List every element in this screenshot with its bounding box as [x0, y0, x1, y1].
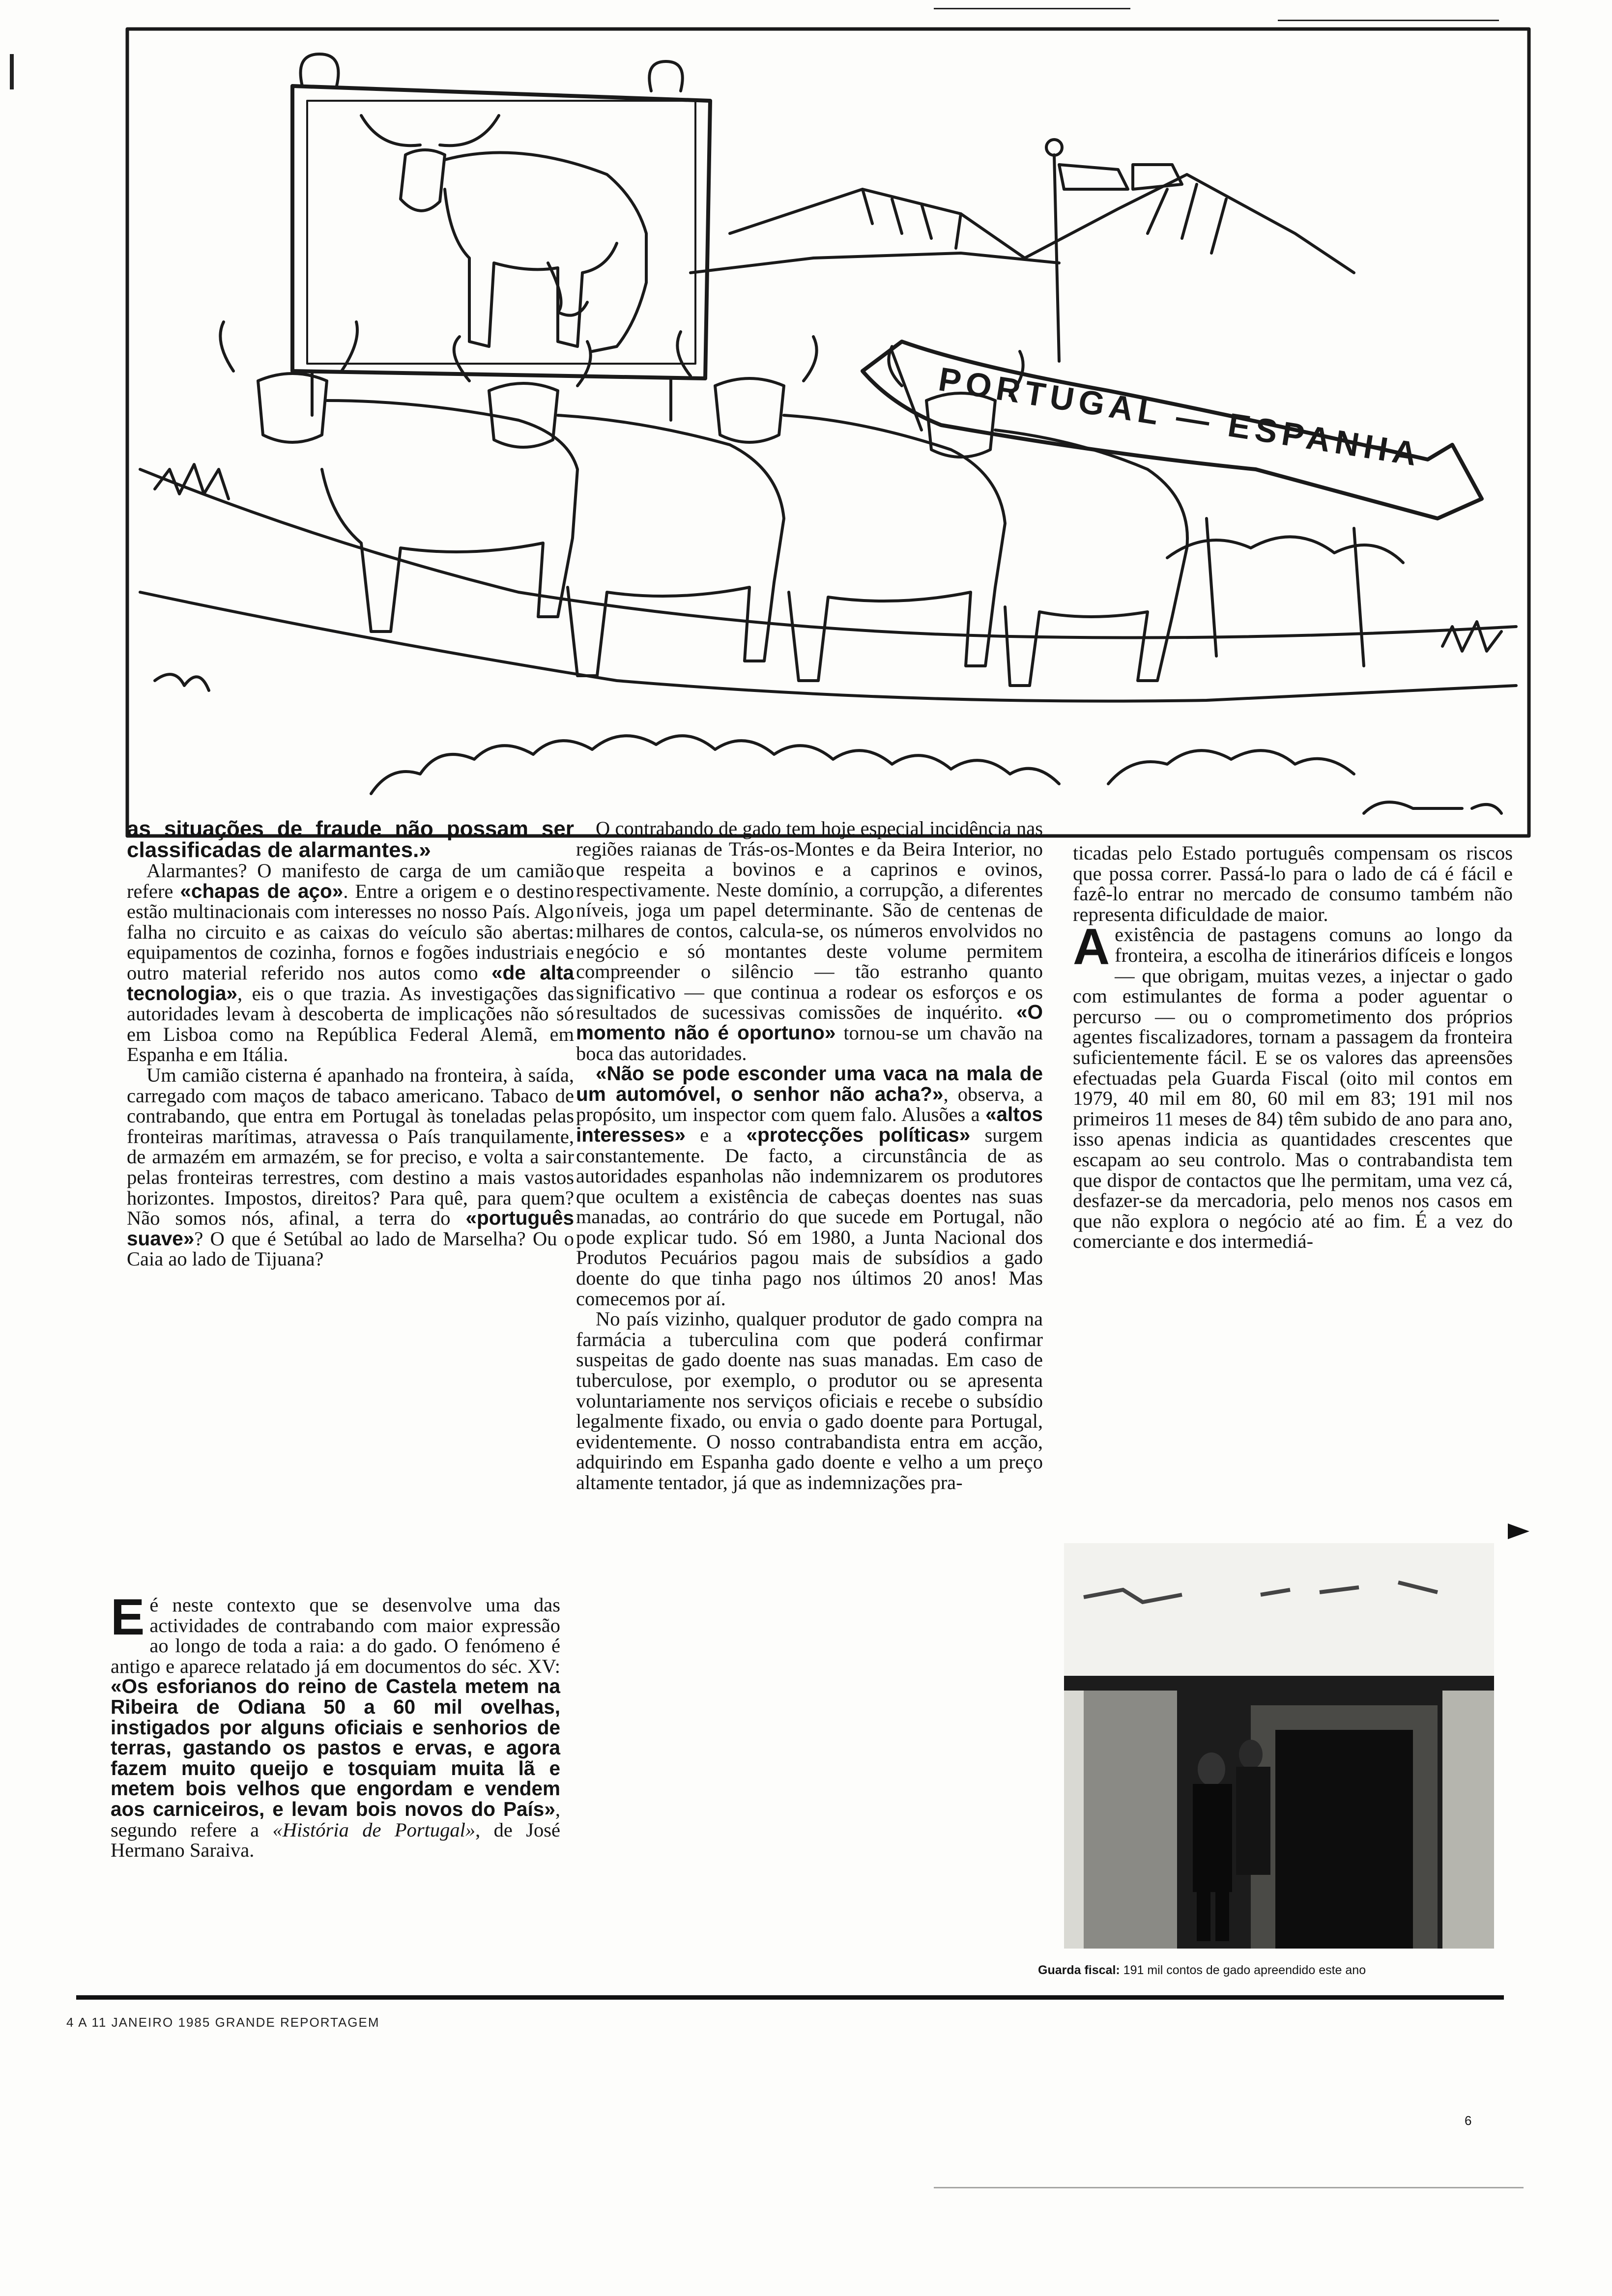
photo-caption: Guarda fiscal: 191 mil contos de gado apreendido este ano — [1038, 1963, 1366, 1977]
paragraph: Alarmantes? O manifesto de carga de um camião refere «chapas de aço». Entre a origem e o destino estão multinacionais com interesses no nosso País. Algo falha no circuito e as caixas do veículo são abertas: equipamentos de cozinha, fornos e fogões industriais e outro material referido nos autos como «de alta tecnologia», eis o que trazia. As investigações das autoridades levam à descoberta de implicações não só em Lisboa como na República Federal Alemã, em Espanha e em Itália. — [127, 860, 575, 1066]
cover-illustration — [125, 27, 1531, 838]
column-3 — [1073, 843, 1513, 1252]
paragraph: Eé neste contexto que se desenvolve uma das actividades de contrabando com maior expressão ao longo de toda a raia: a do gado. O fenómeno é antigo e aparece relatado já em documentos do séc. XV: «Os esforianos do reino de Castela metem na Ribeira de Odiana 50 a 60 mil ovelhas, instigados por alguns oficiais e senhorios de terras, gastando os pastos e ervas, e agora fazem muito queijo e tosquiam muita lã e metem bois velhos que engordam e vendem aos carniceiros, e levam bois novos do País», segundo refere a «História de Portugal», de José Hermano Saraiva. — [111, 1589, 560, 1862]
lead-quote: as situações de fraude não possam ser classificadas de alarmantes.» — [127, 817, 574, 862]
column-2 — [576, 818, 1043, 1493]
paragraph: Aexistência de pastagens comuns ao longo da fronteira, a escolha de itinerários difíceis e longos — que obrigam, muitas vezes, a injectar o gado com estimulantes de forma a poder aguentar o percurso — ou o comprometimento dos próprios agentes fiscalizadores, tornam a passagem da fronteira suficientemente fácil. E se os valores das apreensões efectuadas pela Guarda Fiscal (oito mil contos em 1979, 40 mil em 80, 60 mil em 83; 191 mil nos primeiros 11 meses de 84) têm subido de ano para ano, isso apenas indicia as quantidades crescentes que escapam ao seu controlo. Mas o contrabandista tem que dispor de contactos que lhe permitam, uma vez cá, desfazer-se da mercadoria, pelo menos nos casos em que não explora o negócio até ao fim. É a vez do comerciante e dos intermediá- — [1073, 918, 1513, 1253]
scan-mark — [934, 2187, 1524, 2188]
paragraph: Um camião cisterna é apanhado na fronteira, à saída, carregado com maços de tabaco americano. Tabaco de contrabando, que entra em Portugal às toneladas pelas fronteiras marítimas, atravessa o País tranquilamente, de armazém em armazém, se for preciso, e volta a sair pelas fronteiras terrestres, com destino a mais vastos horizontes. Impostos, direitos? Para quê, para quem? Não somos nós, afinal, a terra do «português suave»? O que é Setúbal ao lado de Marselha? Ou o Caia ao lado de Tijuana? — [127, 1063, 574, 1270]
paragraph: O contrabando de gado tem hoje especial incidência nas regiões raianas de Trás-os-Montes e da Beira Interior, no que respeita a bovinos e a caprinos e ovinos, respectivamente. Neste domínio, a corrupção, a diferentes níveis, joga um papel determinante. São de centenas de milhares de contos, calcula-se, os números envolvidos no negócio e só montantes deste volume permitem compreender o silêncio — tão estranho quanto significativo — que continua a rodear os esforços e os resultados de sucessivas comissões de inquérito. «O momento não é oportuno» tornou-se um chavão na boca das autoridades. — [576, 817, 1043, 1064]
drop-cap: A — [1073, 918, 1110, 976]
scan-mark — [10, 54, 14, 89]
paragraph: «Não se pode esconder uma vaca na mala de um automóvel, o senhor não acha?», observa, a propósito, um inspector com quem falo. Alusões a «altos interesses» e a «protecções políticas» surgem constantemente. De facto, a circunstância de as autoridades espanholas não indemnizarem os produtores que ocultem a existência de cabeças doentes nas suas manadas, ao contrário do que sucede em Portugal, não pode explicar tudo. Só em 1980, a Junta Nacional dos Produtos Pecuários pagou mais de subsídios a gado doente do que tinha pago nos últimos 20 anos! Mas comecemos por aí. — [576, 1062, 1043, 1310]
guard-photo — [1064, 1543, 1494, 1949]
sign-label: PORTUGAL — ESPANHA — [936, 360, 1424, 474]
footer-line: 4 A 11 JANEIRO 1985 GRANDE REPORTAGEM — [66, 2015, 380, 2030]
paragraph: ticadas pelo Estado português compensam os riscos que possa correr. Passá-lo para o lado de cá é fácil e fazê-lo entrar no mercado de consumo também não representa dificuldade de maior. — [1073, 842, 1513, 925]
page-number: 6 — [1465, 2113, 1472, 2128]
paragraph: No país vizinho, qualquer produtor de gado compra na farmácia a tuberculina com que poderá confirmar suspeitas de gado doente nas suas manadas. Em caso de tuberculose, por exemplo, o produtor ou se apresenta voluntariamente nos serviços oficiais e recebe o subsídio legalmente fixado, ou envia o gado doente para Portugal, evidentemente. O nosso contrabandista entra em acção, adquirindo em Espanha gado doente e velho a um preço altamente tentador, já que as indemnizações pra- — [576, 1308, 1043, 1493]
scan-mark — [1278, 20, 1499, 21]
bottom-rule — [76, 1995, 1504, 2000]
drop-cap: E — [111, 1589, 145, 1646]
scan-mark — [934, 8, 1130, 9]
continue-arrow-icon — [1508, 1523, 1529, 1539]
column-1 — [127, 818, 574, 1269]
column-1-lower — [111, 1589, 560, 1862]
